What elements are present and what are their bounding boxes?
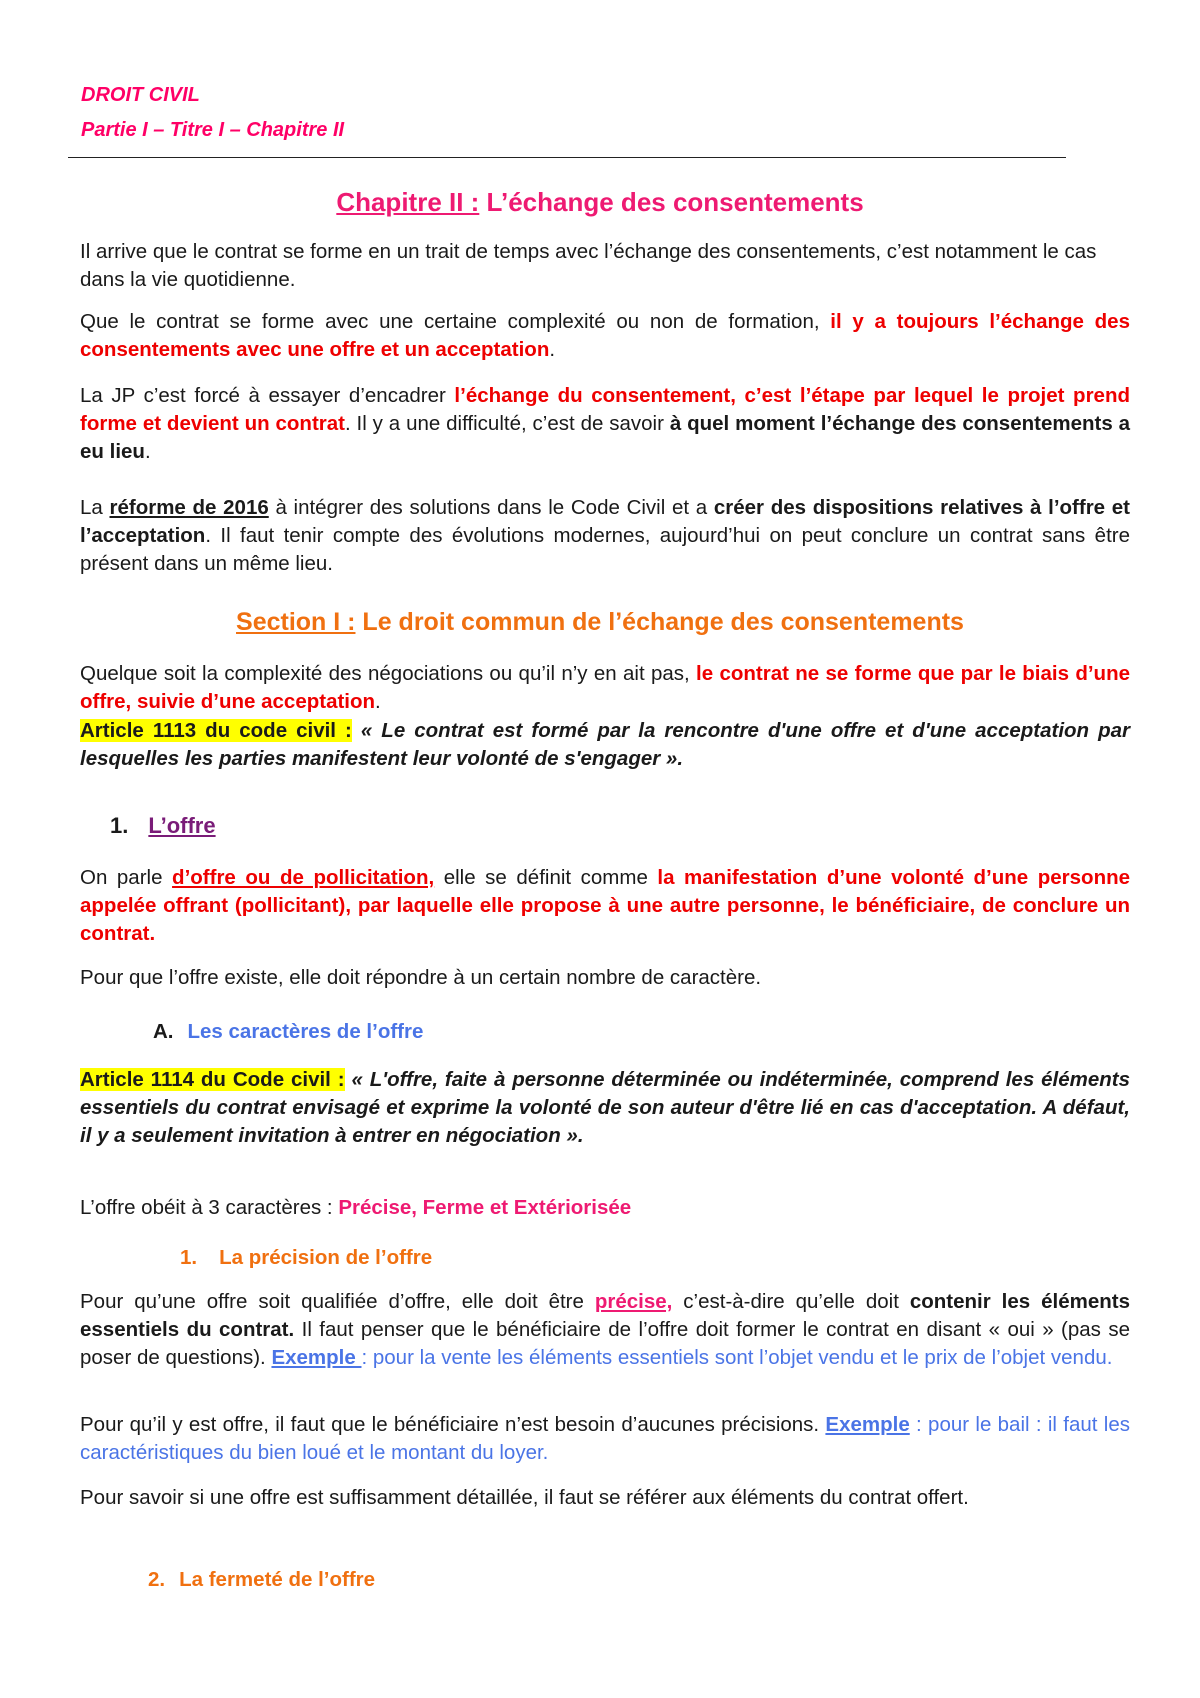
heading-precision [180,1244,1200,1272]
heading-characters-title: Les caractères de l’offre [187,1020,424,1043]
emphasis-span: précise, [594,1290,673,1313]
text-span: La [80,496,110,519]
article-1114 [80,1066,1130,1150]
text-span: Que le contrat se forme avec une certaine complexité ou non de formation, [80,310,831,333]
text-span: Pour qu’il y est offre, il faut que le bénéficiaire n’est besoin d’aucunes précisions. [80,1413,826,1436]
article-1113 [80,717,1130,773]
emphasis-span: la manifestation d’une volonté d’une personne appelée offrant (pollicitant), par laquelle elle propose à une autre personne, le bénéficiaire, de conclure un contrat. [80,866,1131,945]
text-span: Il faut penser que le bénéficiaire de l’offre doit former le contrat en disant « oui » (pas se poser de questions). [80,1318,1130,1369]
intro-paragraph-3 [80,382,1130,466]
precision-paragraph-2 [80,1411,1130,1467]
heading-offer [110,812,1160,840]
heading-precision-title: La précision de l’offre [219,1246,433,1269]
article-label: Article 1114 du Code civil : [80,1068,345,1091]
emphasis-span: d’offre ou de pollicitation, [172,866,435,889]
header-part-title: Partie I – Titre I – Chapitre II [81,119,345,141]
heading-firmness-title: La fermeté de l’offre [179,1568,376,1591]
section-title-text: Le droit commun de l’échange des consentements [355,608,964,636]
article-quote: « L'offre, faite à personne déterminée ou indéterminée, comprend les éléments essentiels du contrat envisagé et exprime la volonté de son auteur d'être lié en cas d'acceptation. A défaut, il y a seulement invitation à entrer en négociation ». [80,1068,1130,1147]
precision-paragraph-1 [80,1288,1130,1372]
chapter-prefix: Chapitre II : [336,187,480,217]
offer-definition [80,864,1130,948]
example-text: : pour le bail : il faut les caractéristiques du bien loué et le montant du loyer. [80,1413,1130,1464]
section-1-title [0,608,1200,637]
text-span: . Il faut tenir compte des évolutions modernes, aujourd’hui on peut conclure un contrat sans être présent dans un même lieu. [80,524,1130,575]
text-span: . [549,338,556,361]
article-quote: « Le contrat est formé par la rencontre d'une offre et d'une acceptation par lesquelles les parties manifestent leur volonté de s'engager ». [80,719,1131,770]
heading-offer-title: L’offre [148,813,216,838]
chapter-title-text: L’échange des consentements [479,187,864,217]
characters-list: Précise, Ferme et Extériorisée [338,1196,632,1219]
text-span: . Il y a une difficulté, c’est de savoir [344,412,670,435]
text-span: Pour qu’une offre soit qualifiée d’offre, elle doit être [80,1290,595,1313]
example-label: Exemple [271,1346,362,1369]
emphasis-span: il y a toujours l’échange des consentements avec une offre et un acceptation [80,310,1130,361]
example-label: Exemple [825,1413,910,1436]
bold-span: contenir les éléments essentiels du contrat. [80,1290,1130,1341]
intro-paragraph-4 [80,494,1130,578]
text-span: Quelque soit la complexité des négociations ou qu’il n’y en ait pas, [80,662,697,685]
heading-number: 1. [180,1246,198,1269]
intro-paragraph-2 [80,308,1130,364]
text-span: . [144,440,151,463]
precision-paragraph-3: Pour savoir si une offre est suffisamment détaillée, il faut se référer aux éléments du contrat offert. [80,1486,969,1509]
heading-firmness [148,1566,1198,1594]
text-span: La JP c’est forcé à essayer d’encadrer [80,384,455,407]
header-divider [68,157,1066,158]
offer-characters-summary [80,1194,1130,1222]
header-course-title: DROIT CIVIL [81,84,200,106]
text-span: . [375,690,381,713]
heading-characters [153,1018,1200,1046]
example-text: : pour la vente les éléments essentiels sont l’objet vendu et le prix de l’objet vendu. [361,1346,1113,1369]
heading-letter: A. [153,1020,174,1043]
emphasis-span: le contrat ne se forme que par le biais d’une offre, suivie d’une acceptation [80,662,1130,713]
reform-2016: réforme de 2016 [109,496,269,519]
text-span: elle se définit comme [434,866,658,889]
section-prefix: Section I : [236,608,356,636]
chapter-title [0,187,1200,218]
intro-paragraph-1: Il arrive que le contrat se forme en un trait de temps avec l’échange des consentements, c’est notamment le cas dans la vie quotidienne. [80,240,1097,291]
heading-number: 2. [148,1568,166,1591]
text-span: à intégrer des solutions dans le Code Civil et a [268,496,714,519]
heading-number: 1. [110,813,129,838]
text-span: c’est-à-dire qu’elle doit [672,1290,910,1313]
section-1-paragraph-1 [80,660,1130,716]
text-span: On parle [80,866,173,889]
text-span: L’offre obéit à 3 caractères : [80,1196,339,1219]
article-label: Article 1113 du code civil : [80,719,352,742]
bold-span: à quel moment l’échange des consentements a eu lieu [80,412,1131,463]
bold-span: créer des dispositions relatives à l’offre et l’acceptation [80,496,1130,547]
offer-paragraph-2: Pour que l’offre existe, elle doit répondre à un certain nombre de caractère. [80,966,762,989]
emphasis-span: l’échange du consentement, c’est l’étape par lequel le projet prend forme et devient un contrat [80,384,1130,435]
